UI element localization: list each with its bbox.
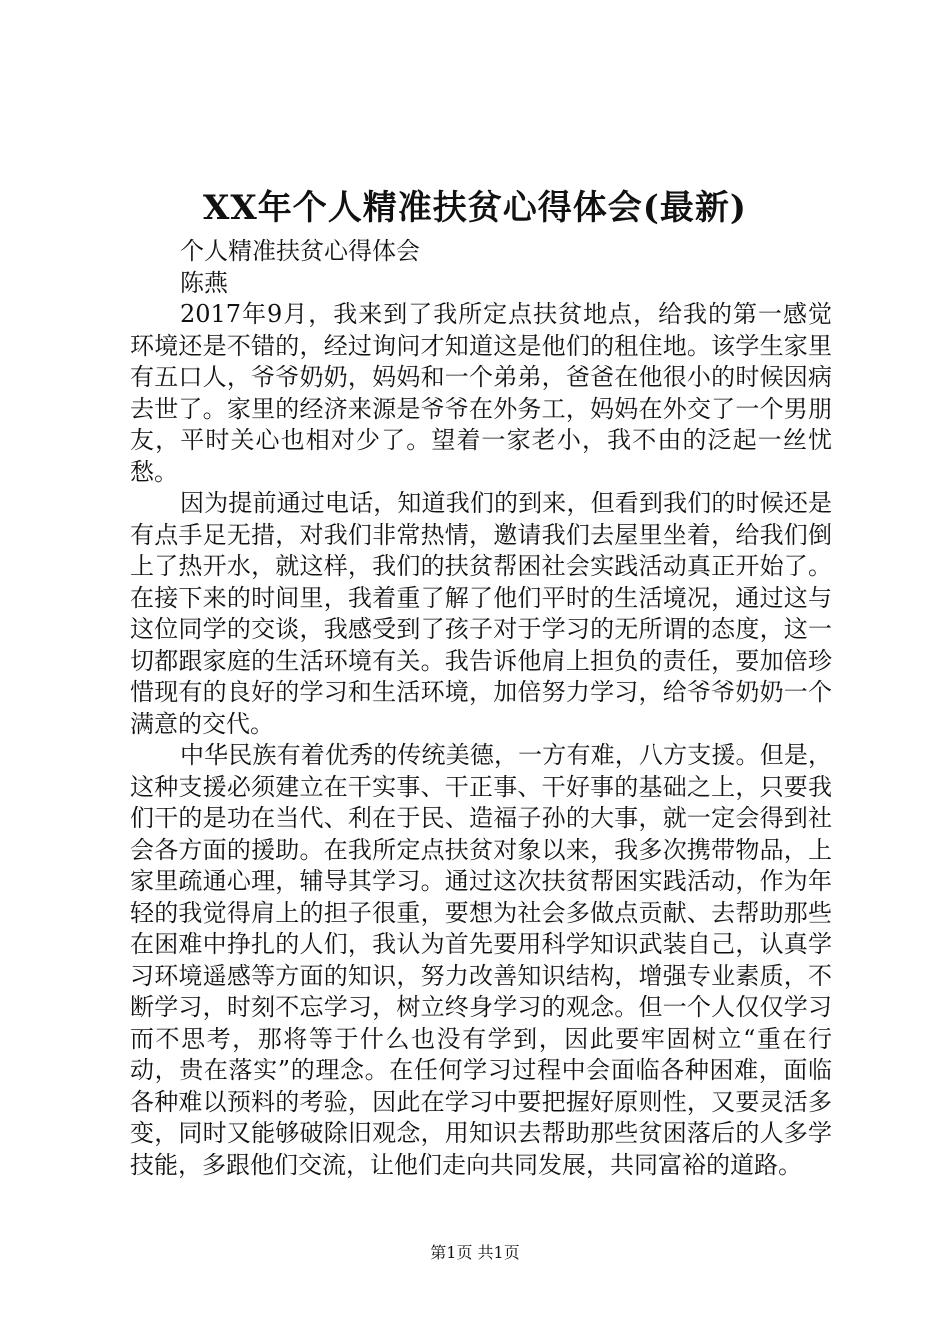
paragraph: 中华民族有着优秀的传统美德，一方有难，八方支援。但是，这种支援必须建立在干实事、干正事、干好事的基础之上，只要我们干的是功在当代、利在于民、造福子孙的大事，就一定会得到社会各方面的援助。在我所定点扶贫对象以来，我多次携带物品，上家里疏通心理，辅导其学习。通过这次扶贫帮困实践活动，作为年轻的我觉得肩上的担子很重，要想为社会多做点贡献、去帮助那些在困难中挣扎的人们，我认为首先要用科学知识武装自己，认真学习环境遥感等方面的知识，努力改善知识结构，增强专业素质，不断学习，时刻不忘学习，树立终身学习的观念。但一个人仅仅学习而不思考，那将等于什么也没有学到，因此要牢固树立“重在行动，贵在落实”的理念。在任何学习过程中会面临各种困难，面临各种难以预料的考验，因此在学习中要把握好原则性，又要灵活多变，同时又能够破除旧观念，用知识去帮助那些贫困落后的人多学技能，多跟他们交流，让他们走向共同发展，共同富裕的道路。 bbox=[130, 741, 832, 1179]
document-subtitle: 个人精准扶贫心得体会 bbox=[180, 237, 420, 265]
document-title: XX年个人精准扶贫心得体会(最新) bbox=[203, 188, 747, 228]
paragraph: 2017年9月，我来到了我所定点扶贫地点，给我的第一感觉环境还是不错的，经过询问才知道这是他们的租住地。该学生家里有五口人，爷爷奶奶，妈妈和一个弟弟，爸爸在他很小的时候因病去世了。家里的经济来源是爷爷在外务工，妈妈在外交了一个男朋友，平时关心也相对少了。望着一家老小，我不由的泛起一丝忧愁。 bbox=[130, 300, 832, 486]
document-body bbox=[130, 236, 832, 1181]
document-author: 陈燕 bbox=[180, 268, 228, 297]
paragraph: 因为提前通过电话，知道我们的到来，但看到我们的时候还是有点手足无措，对我们非常热情，邀请我们去屋里坐着，给我们倒上了热开水，就这样，我们的扶贫帮困社会实践活动真正开始了。在接下来的时间里，我着重了解了他们平时的生活境况，通过这与这位同学的交谈，我感受到了孩子对于学习的无所谓的态度，这一切都跟家庭的生活环境有关。我告诉他肩上担负的责任，要加倍珍惜现有的良好的学习和生活环境，加倍努力学习，给爷爷奶奶一个满意的交代。 bbox=[130, 489, 832, 738]
page-footer: 第1页 共1页 bbox=[430, 1243, 520, 1262]
